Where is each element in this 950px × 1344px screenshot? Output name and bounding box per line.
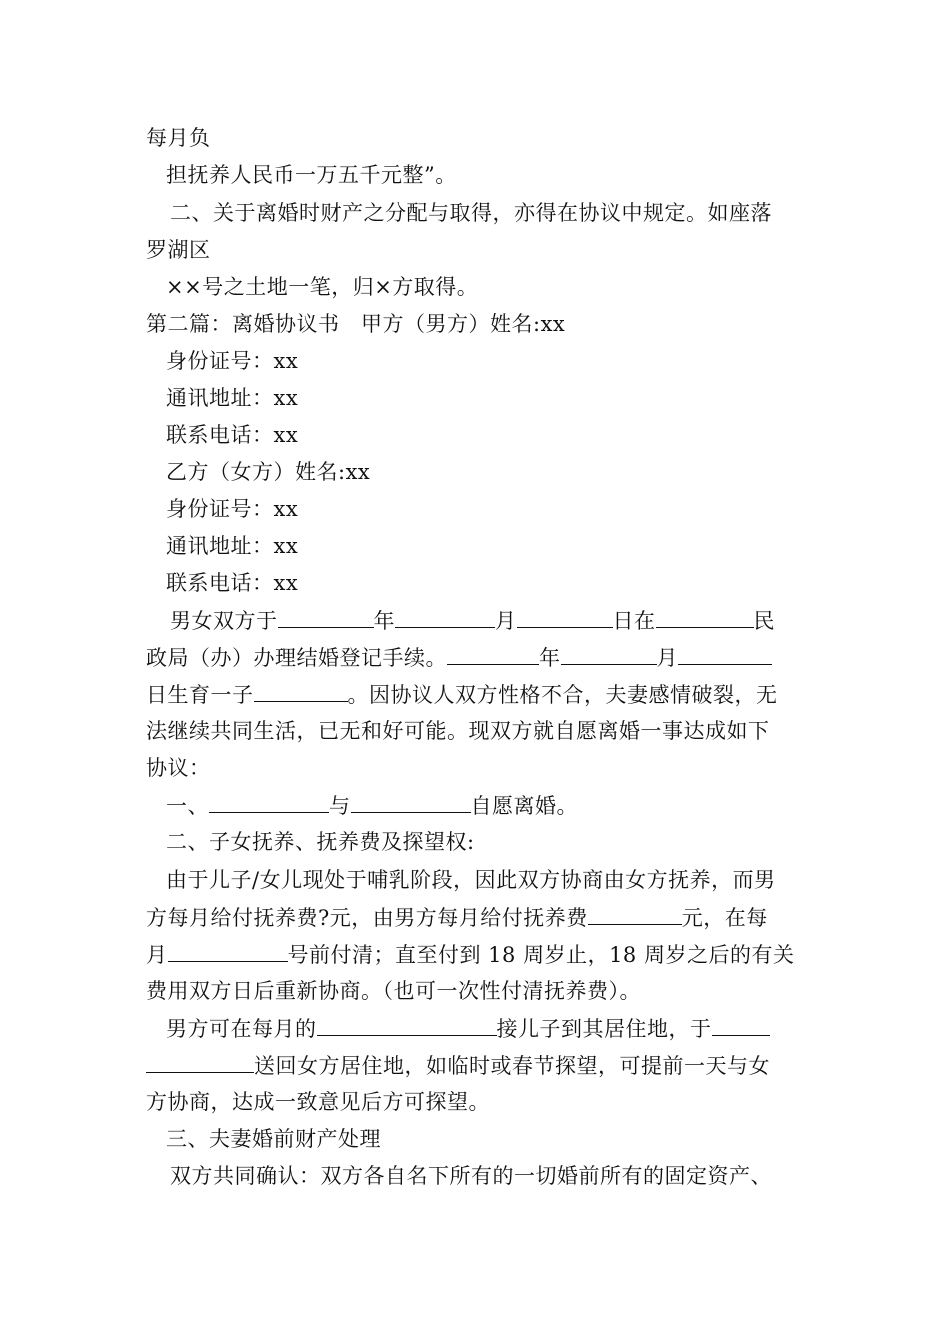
text-fragment: 男方可在每月的: [166, 1017, 317, 1041]
blank-field: [209, 792, 329, 813]
blank-field: [317, 1015, 497, 1036]
blank-field: [447, 644, 539, 665]
text-line: 二、关于离婚时财产之分配与取得，亦得在协议中规定。如座落: [170, 201, 772, 225]
blank-field: [588, 904, 682, 925]
text-fragment: 与: [329, 794, 351, 818]
text-line: 每月负: [146, 126, 211, 150]
text-fragment: 送回女方居住地，如临时或春节探望，可提前一天与女: [254, 1054, 770, 1078]
text-line: 由于儿子/女儿现处于哺乳阶段，因此双方协商由女方抚养，而男: [166, 868, 776, 892]
text-line: [146, 644, 772, 671]
blank-field: [656, 607, 754, 628]
text-fragment: 月: [656, 646, 678, 670]
text-line: [170, 607, 775, 634]
text-line: [146, 1052, 770, 1079]
text-line: [146, 681, 778, 708]
blank-field: [517, 607, 613, 628]
blank-field: [678, 644, 772, 665]
text-line: 身份证号：xx: [166, 349, 299, 373]
text-line: 双方共同确认：双方各自名下所有的一切婚前所有的固定资产、: [170, 1164, 772, 1188]
text-line: [146, 904, 768, 931]
blank-field: [712, 1015, 770, 1036]
text-line: ××号之土地一笔，归×方取得。: [166, 275, 479, 299]
blank-field: [351, 792, 471, 813]
text-fragment: 号前付清；直至付到 18 周岁止，18 周岁之后的有关: [287, 943, 795, 967]
text-fragment: 接儿子到其居住地，于: [496, 1017, 712, 1041]
section-heading: 三、夫妻婚前财产处理: [166, 1127, 381, 1151]
text-fragment: 民: [753, 609, 775, 633]
text-fragment: 年: [373, 609, 395, 633]
text-line: 法继续共同生活，已无和好可能。现双方就自愿离婚一事达成如下: [146, 719, 770, 743]
text-fragment: 政局（办）办理结婚登记手续。: [146, 646, 447, 670]
blank-field: [146, 1052, 254, 1073]
text-fragment: 月: [146, 943, 168, 967]
blank-field: [395, 607, 495, 628]
text-line: 联系电话：xx: [166, 571, 299, 595]
text-fragment: 男女双方于: [170, 609, 278, 633]
text-line: [166, 1015, 770, 1042]
text-fragment: 月: [495, 609, 517, 633]
text-fragment: 日生育一子: [146, 683, 254, 707]
text-fragment: 自愿离婚。: [470, 794, 578, 818]
text-line: 方协商，达成一致意见后方可探望。: [146, 1090, 490, 1114]
text-line: 联系电话：xx: [166, 423, 299, 447]
text-line: [146, 941, 794, 968]
section-heading: 第二篇：离婚协议书 甲方（男方）姓名:xx: [146, 312, 566, 336]
text-line: 通讯地址：xx: [166, 534, 299, 558]
blank-field: [168, 941, 288, 962]
text-line: [166, 792, 578, 819]
text-fragment: 年: [539, 646, 561, 670]
blank-field: [278, 607, 374, 628]
text-line: 协议：: [146, 756, 211, 780]
text-line: 罗湖区: [146, 238, 211, 262]
text-fragment: 一、: [166, 794, 209, 818]
blank-field: [561, 644, 657, 665]
section-heading: 二、子女抚养、抚养费及探望权:: [166, 830, 475, 854]
text-line: 通讯地址：xx: [166, 386, 299, 410]
text-fragment: 元，在每: [681, 906, 768, 930]
text-line: 担抚养人民币一万五千元整”。: [166, 163, 457, 187]
blank-field: [254, 681, 348, 702]
text-line: 乙方（女方）姓名:xx: [166, 460, 371, 484]
text-line: 费用双方日后重新协商。（也可一次性付清抚养费）。: [146, 979, 641, 1003]
text-fragment: 。因协议人双方性格不合，夫妻感情破裂，无: [347, 683, 778, 707]
text-fragment: 日在: [612, 609, 656, 633]
text-fragment: 方每月给付抚养费?元，由男方每月给付抚养费: [146, 906, 588, 930]
text-line: 身份证号：xx: [166, 497, 299, 521]
